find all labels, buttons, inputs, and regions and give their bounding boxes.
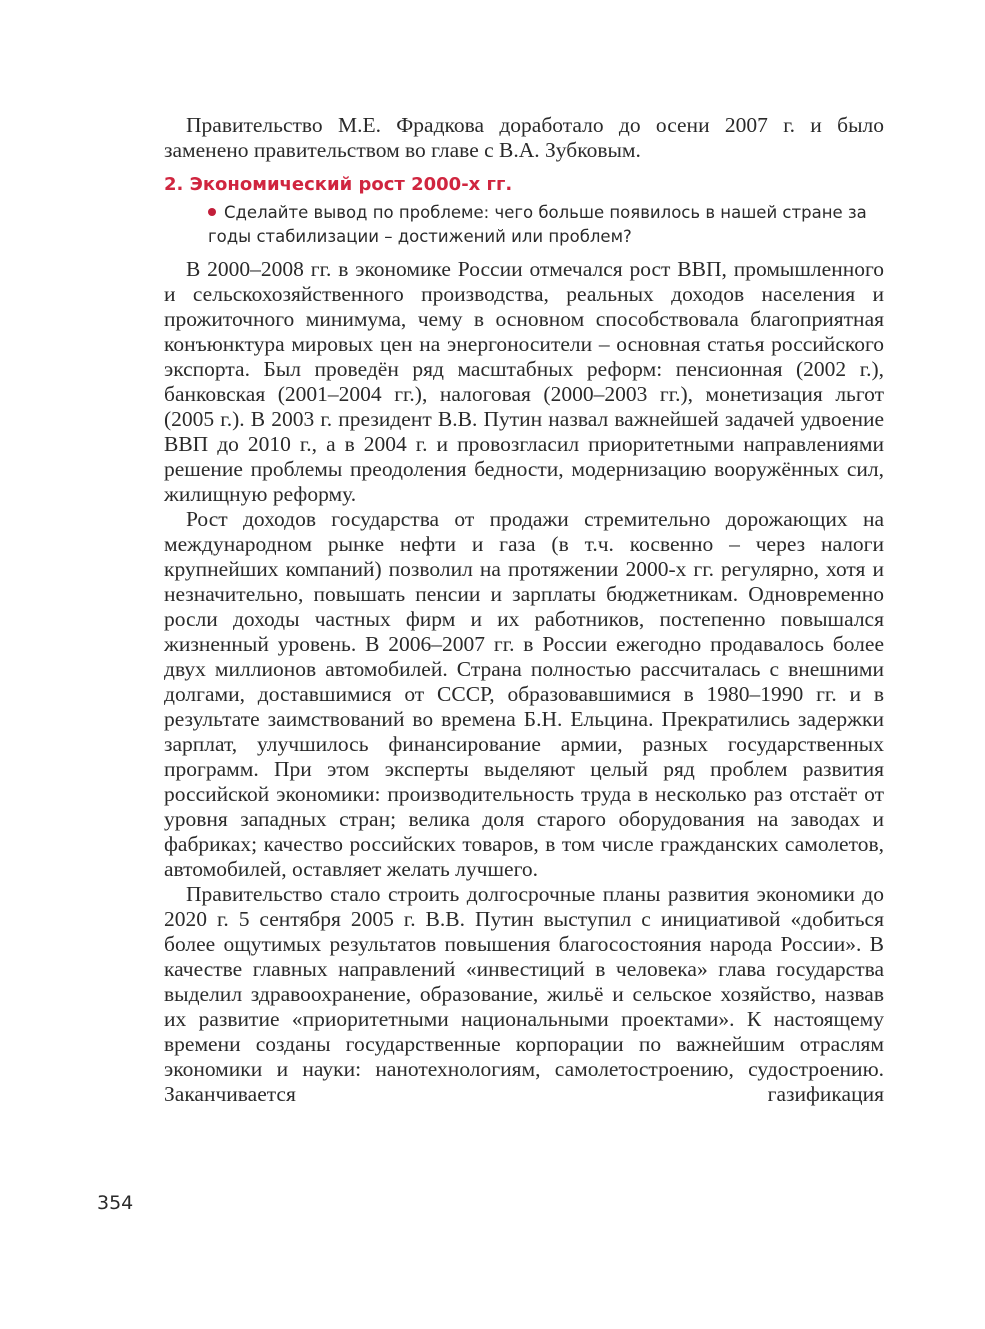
intro-paragraph: Правительство М.Е. Фрадкова доработало до осени 2007 г. и было заменено правительством во главе с В.А. Зубковым. [164,113,884,162]
page-number: 354 [97,1192,134,1214]
body-paragraph-1: В 2000–2008 гг. в экономике России отмечался рост ВВП, промышленного и сельскохозяйственного производства, реальных доходов населения и прожиточного минимума, чему в основном способствовала благоприятная конъюнктура мировых цен на энергоносители – основная статья российского экспорта. Был проведён ряд масштабных реформ: пенсионная (2002 г.), банковская (2001–2004 гг.), налоговая (2000–2003 гг.), монетизация льгот (2005 г.). В 2003 г. президент В.В. Путин назвал важнейшей задачей удвоение ВВП до 2010 г., а в 2004 г. и провозгласил приоритетными направлениями решение проблемы преодоления бедности, модернизацию вооружённых сил, жилищную реформу. [164,257,884,506]
section-task [208,201,884,249]
body-paragraph-2: Рост доходов государства от продажи стремительно дорожающих на международном рынке нефти и газа (в т.ч. косвенно – через налоги крупнейших компаний) позволил на протяжении 2000-х гг. регулярно, хотя и незначительно, повышать пенсии и зарплаты бюджетникам. Одновременно росли доходы частных фирм и их работников, постепенно повышался жизненный уровень. В 2006–2007 гг. в России ежегодно продавалось более двух миллионов автомобилей. Страна полностью рассчиталась с внешними долгами, доставшимися от СССР, образовавшимися в 1980–1990 гг. и в результате заимствований во времена Б.Н. Ельцина. Прекратились задержки зарплат, улучшилось финансирование армии, разных государственных программ. При этом эксперты выделяют целый ряд проблем развития российской экономики: производительность труда в несколько раз отстаёт от уровня западных стран; велика доля старого оборудования на заводах и фабриках; качество российских товаров, в том числе гражданских самолетов, автомобилей, оставляет желать лучшего. [164,507,884,881]
bullet-icon [208,208,216,216]
body-paragraph-3: Правительство стало строить долгосрочные планы развития экономики до 2020 г. 5 сентября 2005 г. В.В. Путин выступил с инициативой «добиться более ощутимых результатов повышения благосостояния народа России». В качестве главных направлений «инвестиций в человека» глава государства выделил здравоохранение, образование, жильё и сельское хозяйство, назвав их развитие «приоритетными национальными проектами». К настоящему времени созданы государственные корпорации по важнейшим отраслям экономики и науки: нанотехнологиям, самолетостроению, судостроению. Заканчивается газификация [164,882,884,1106]
task-text: Сделайте вывод по проблеме: чего больше появилось в нашей стране за годы стабилизации – достижений или проблем? [208,203,867,246]
section-heading: 2. Экономический рост 2000-х гг. [164,174,513,195]
textbook-page [164,113,884,1107]
